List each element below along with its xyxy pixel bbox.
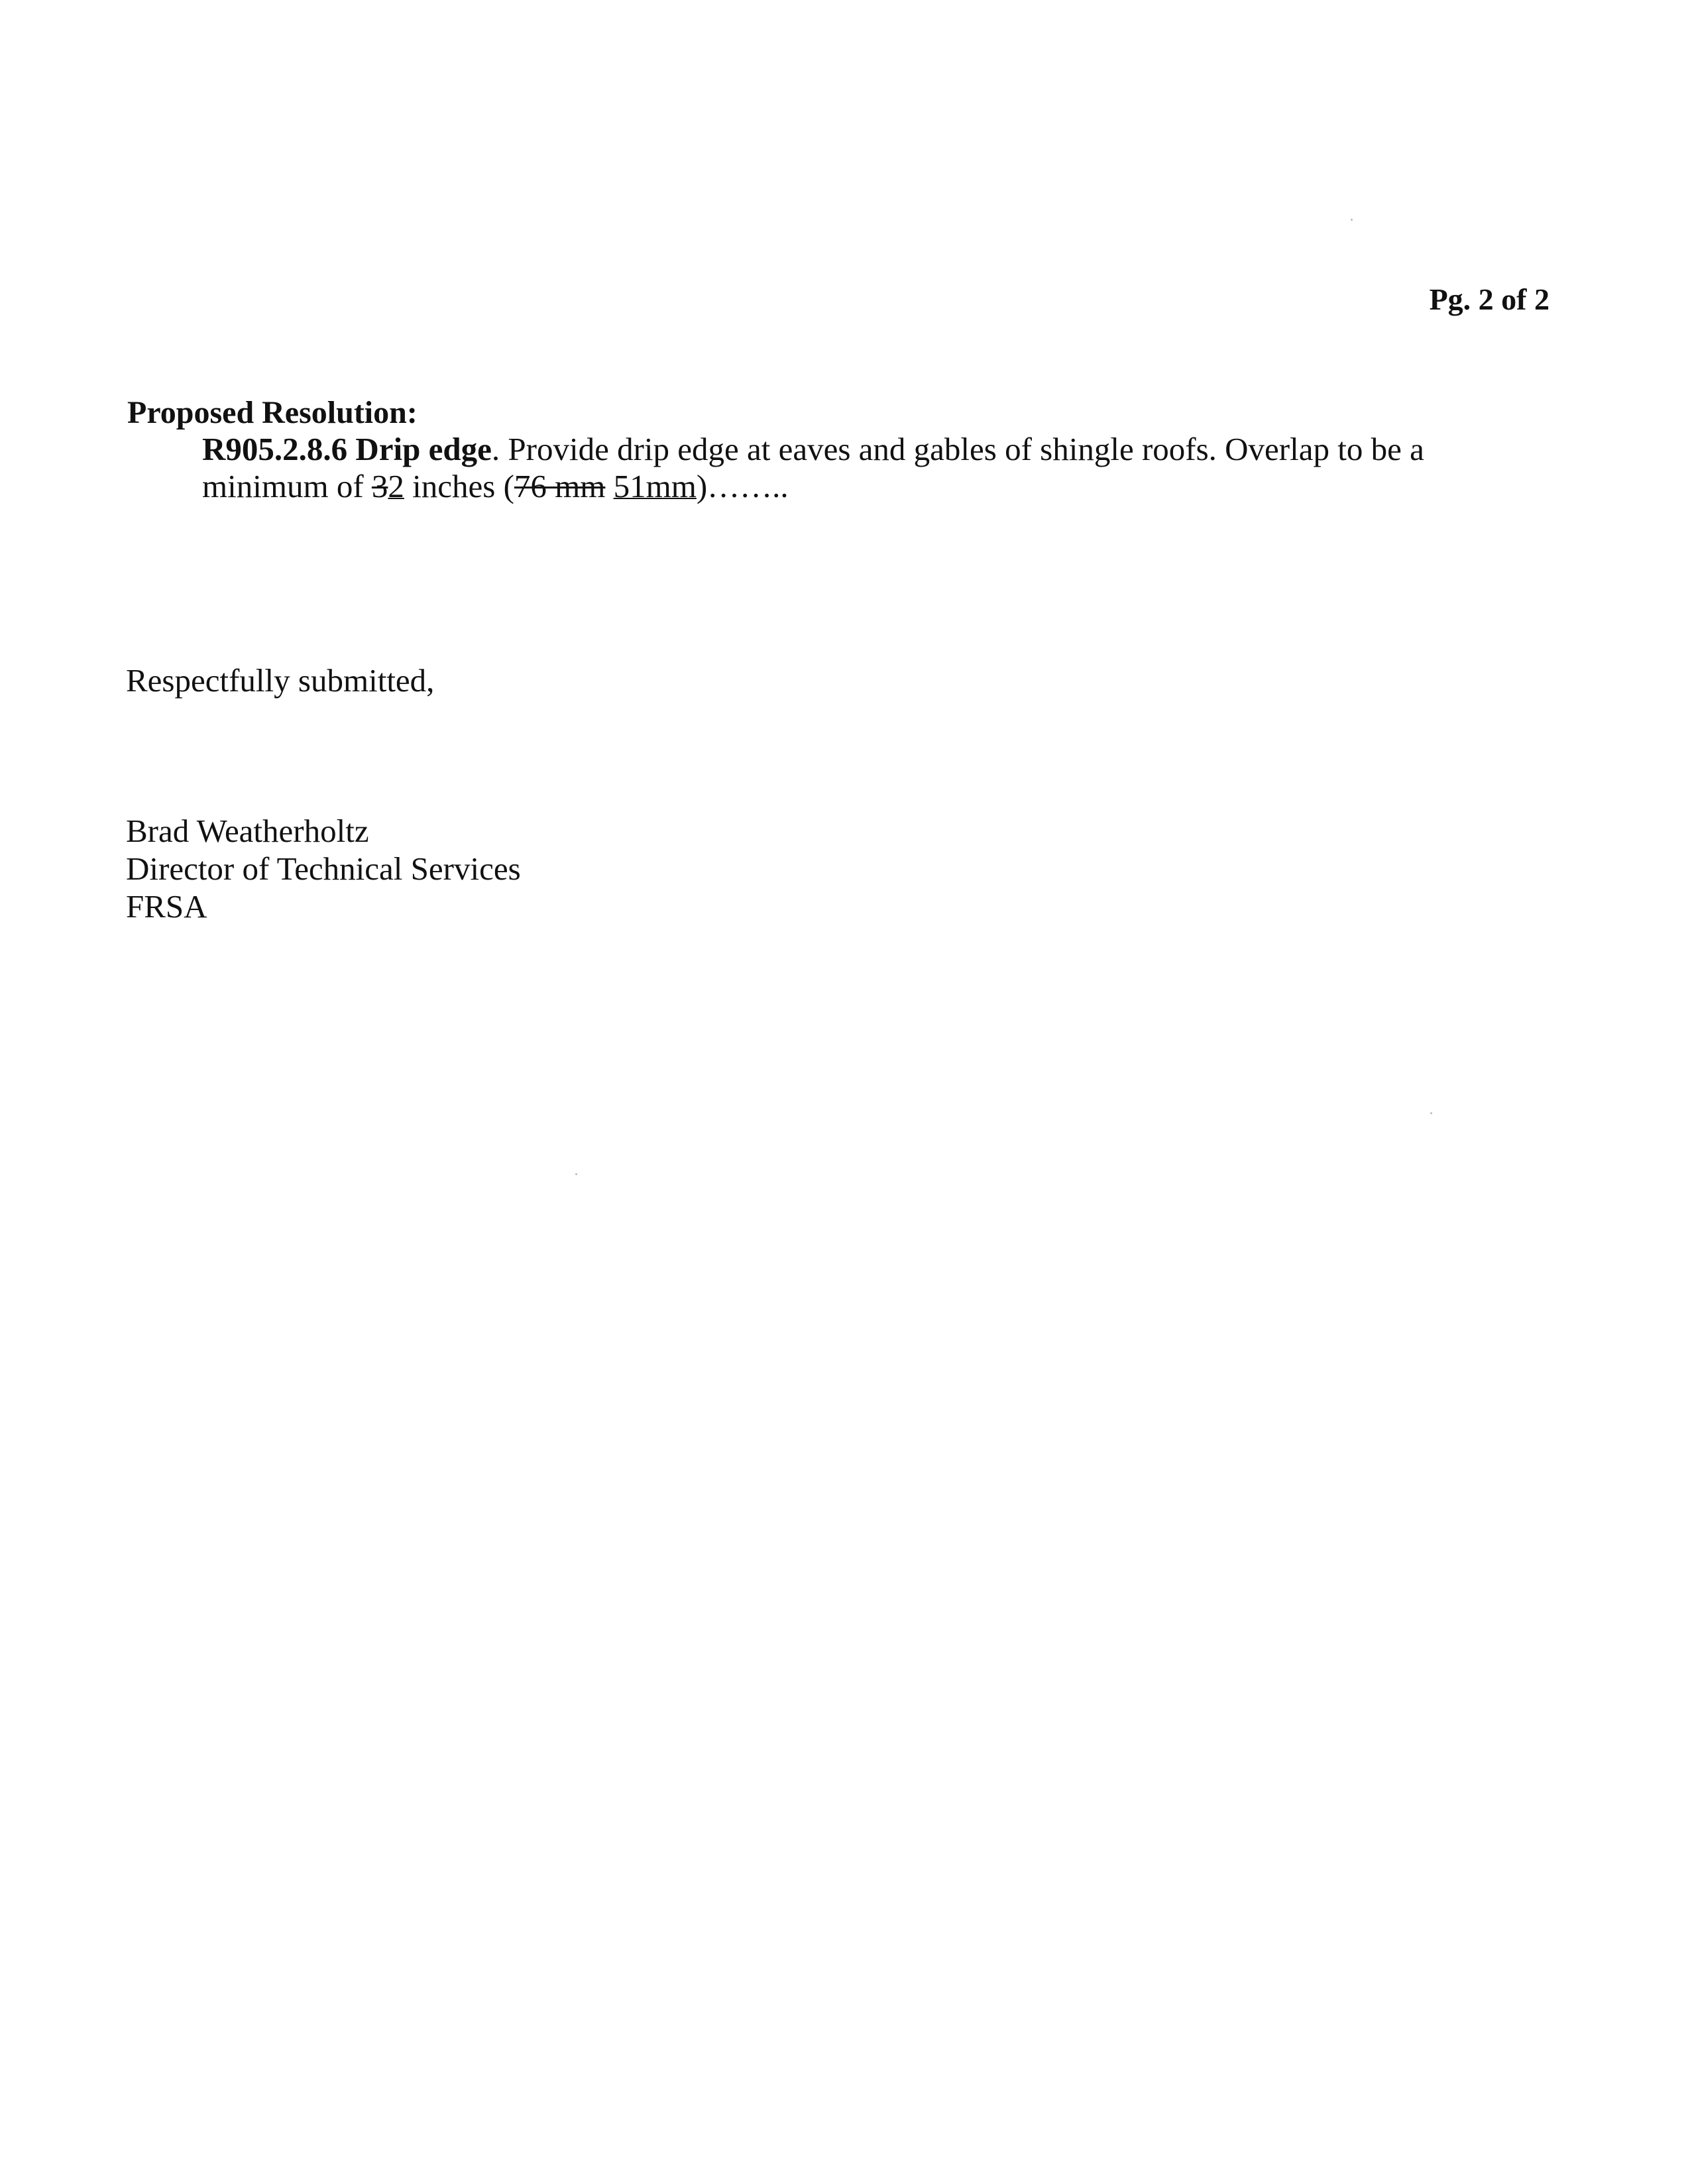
deleted-metric: 76 mm [514, 468, 606, 504]
signer-organization: FRSA [126, 888, 207, 925]
resolution-line-2 [202, 468, 1561, 505]
line-suffix: )…….. [696, 468, 789, 504]
signature-block [126, 812, 521, 925]
inserted-value: 2 [388, 468, 404, 504]
scan-speck [575, 1173, 577, 1175]
signer-name: Brad Weatherholtz [126, 813, 369, 849]
proposed-resolution-heading: Proposed Resolution: [127, 395, 418, 430]
deleted-value: 3 [371, 468, 388, 504]
scan-speck [1430, 1112, 1432, 1114]
resolution-line-1 [202, 431, 1561, 468]
resolution-paragraph [202, 431, 1561, 505]
scan-speck [1351, 219, 1353, 221]
inches-text: inches ( [404, 468, 514, 504]
minimum-prefix: minimum of [202, 468, 372, 504]
resolution-text: . Provide drip edge at eaves and gables of shingle roofs. Overlap to be a [491, 431, 1424, 467]
closing-text: Respectfully submitted, [126, 662, 435, 699]
inserted-metric: 51mm [613, 468, 697, 504]
signer-title: Director of Technical Services [126, 850, 521, 887]
section-code: R905.2.8.6 Drip edge [202, 431, 492, 467]
page-number: Pg. 2 of 2 [1429, 282, 1549, 316]
